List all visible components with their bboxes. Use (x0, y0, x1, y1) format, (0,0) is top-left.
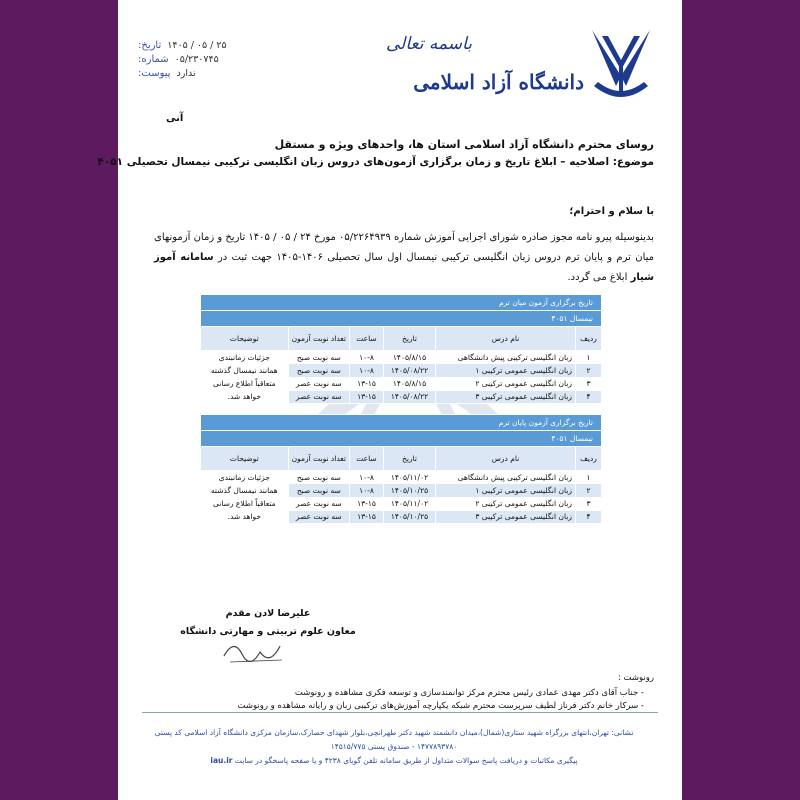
recipient-line: روسای محترم دانشگاه آزاد اسلامی استان ها، واحدهای ویژه و مستقل (274, 138, 654, 151)
cell-notes (201, 351, 289, 404)
cell-shifts: سه نوبت صبح (288, 364, 349, 377)
header-course: نام درس (436, 327, 576, 351)
cell-time: ۱۳-۱۵ (350, 510, 384, 523)
notes-line-3: متعاقباً اطلاع رسانی خواهد شد. (213, 379, 276, 401)
body-text-part1: بدینوسیله پیرو نامه مجوز صادره شورای اجرایی آموزش شماره ۰۵/۲۲۶۴۹۳۹ مورخ ۲۴ / ۰۵ / ۱۴۰۵ تاریخ و زمان آزمونهای میان ترم و پایان ترم دروس زبان انگلیسی ترکیبی نیمسال اول سال تحصیلی ۱۴۰۶-۱۴۰۵ جهت ثبت در (154, 232, 654, 263)
cell-time: ۱۳-۱۵ (350, 377, 384, 390)
table-row (201, 351, 602, 364)
cell-row-no: ۱ (576, 351, 602, 364)
cell-row-no: ۳ (576, 377, 602, 390)
header-shifts: تعداد نوبت آزمون (288, 327, 349, 351)
cell-course: زبان انگلیسی عمومی ترکیبی ۲ (436, 377, 576, 390)
urgency-label: آنی (166, 113, 184, 124)
cell-shifts: سه نوبت عصر (288, 377, 349, 390)
cell-notes (201, 471, 289, 524)
body-text-part2: ابلاغ می گردد. (567, 272, 628, 283)
cell-date: ۱۴۰۵/۰۸/۲۲ (384, 364, 436, 377)
header-date: تاریخ (384, 327, 436, 351)
letter-body (154, 228, 654, 288)
signature-icon (220, 636, 292, 670)
midterm-header-row (201, 327, 602, 351)
number-value: ۰۵/۲۳۰۷۴۵ (174, 53, 219, 65)
cell-row-no: ۳ (576, 497, 602, 510)
cell-row-no: ۲ (576, 484, 602, 497)
cell-date: ۱۴۰۵/۰۸/۲۲ (384, 390, 436, 403)
cell-time: ۱۰-۸ (350, 364, 384, 377)
date-label: تاریخ: (138, 39, 162, 51)
header-notes: توضیحات (201, 447, 289, 471)
cell-course: زبان انگلیسی عمومی ترکیبی ۱ (436, 484, 576, 497)
attachment-row (138, 66, 278, 80)
cell-shifts: سه نوبت صبح (288, 484, 349, 497)
university-name: دانشگاه آزاد اسلامی (413, 70, 584, 94)
university-emblem-icon (586, 26, 656, 108)
copies-section (134, 672, 654, 713)
header-row-no: ردیف (576, 327, 602, 351)
cell-date: ۱۴۰۵/۱۰/۲۵ (384, 510, 436, 523)
midterm-subcaption: نیمسال ۴۰۵۱ (201, 311, 602, 327)
final-header-row (201, 447, 602, 471)
header-time: ساعت (350, 327, 384, 351)
header-shifts: تعداد نوبت آزمون (288, 447, 349, 471)
number-row (138, 52, 278, 66)
cell-time: ۱۰-۸ (350, 484, 384, 497)
copy-item: - جناب آقای دکتر مهدی عمادی رئیس محترم مرکز توانمندسازی و توسعه فکری مشاهده و رونوشت (294, 688, 644, 698)
cell-shifts: سه نوبت صبح (288, 471, 349, 484)
cell-date: ۱۴۰۵/۱۱/۰۲ (384, 497, 436, 510)
cell-course: زبان انگلیسی عمومی ترکیبی ۳ (436, 390, 576, 403)
copy-item: - سرکار خانم دکتر فرناز لطیف سرپرست محترم شبکه یکپارچه آموزش‌های ترکیبی زبان و رایانه مشاهده و رونوشت (237, 701, 644, 711)
cell-shifts: سه نوبت عصر (288, 510, 349, 523)
copies-title: رونوشت : (617, 673, 654, 683)
cell-date: ۱۴۰۵/۱۰/۲۵ (384, 484, 436, 497)
cell-shifts: سه نوبت صبح (288, 351, 349, 364)
cell-course: زبان انگلیسی عمومی ترکیبی ۱ (436, 364, 576, 377)
footer-address: نشانی: تهران،انتهای بزرگراه شهید ستاری(شمال)،میدان دانشمند شهید دکتر طهرانچی،بلوار شهدای حصارک،سازمان مرکزی دانشگاه آزاد اسلامی کد پستی ۱۴۷۷۸۹۳۷۸۰ - صندوق پستی ۱۴۵۱۵/۷۷۵ (154, 728, 634, 751)
cell-course: زبان انگلیسی ترکیبی پیش دانشگاهی (436, 351, 576, 364)
letter-meta (138, 38, 278, 80)
midterm-table (200, 294, 602, 404)
letter-page (97, 0, 682, 800)
greeting-line: با سلام و احترام؛ (569, 206, 654, 217)
cell-course: زبان انگلیسی عمومی ترکیبی ۳ (436, 510, 576, 523)
cell-time: ۱۰-۸ (350, 471, 384, 484)
cell-row-no: ۲ (576, 364, 602, 377)
website-link[interactable]: iau.ir (210, 756, 233, 765)
cell-row-no: ۴ (576, 510, 602, 523)
final-caption: تاریخ برگزاری آزمون پایان ترم (201, 415, 602, 431)
number-label: شماره: (138, 53, 169, 65)
table-row (201, 471, 602, 484)
notes-line-2: همانند نیمسال گذشته (210, 486, 278, 495)
attachment-value: ندارد (176, 67, 196, 79)
cell-row-no: ۱ (576, 471, 602, 484)
cell-shifts: سه نوبت عصر (288, 497, 349, 510)
cell-time: ۱۳-۱۵ (350, 497, 384, 510)
attachment-label: پیوست: (138, 67, 171, 79)
footer-divider (142, 712, 658, 713)
header-notes: توضیحات (201, 327, 289, 351)
date-value: ۱۴۰۵ / ۰۵ / ۲۵ (167, 39, 227, 51)
footer-info (134, 754, 654, 768)
cell-time: ۱۰-۸ (350, 351, 384, 364)
notes-line-3: متعاقباً اطلاع رسانی خواهد شد. (213, 499, 276, 521)
signatory-name: علیرضا لادن مقدم (225, 608, 311, 619)
cell-date: ۱۴۰۵/۸/۱۵ (384, 377, 436, 390)
header-date: تاریخ (384, 447, 436, 471)
cell-course: زبان انگلیسی عمومی ترکیبی ۲ (436, 497, 576, 510)
cell-time: ۱۳-۱۵ (350, 390, 384, 403)
header-time: ساعت (350, 447, 384, 471)
final-exam-table (200, 414, 602, 524)
header-course: نام درس (436, 447, 576, 471)
cell-date: ۱۴۰۵/۱۱/۰۲ (384, 471, 436, 484)
cell-shifts: سه نوبت عصر (288, 390, 349, 403)
signatory-title: معاون علوم تربیتی و مهارتی دانشگاه (180, 626, 356, 637)
header-row-no: ردیف (576, 447, 602, 471)
date-row (138, 38, 278, 52)
body-text-bold: سامانه آموز شیار (154, 252, 654, 283)
letter-footer (134, 726, 654, 768)
cell-course: زبان انگلیسی ترکیبی پیش دانشگاهی (436, 471, 576, 484)
notes-line-1: جزئیات زمانبندی (218, 473, 270, 482)
final-subcaption: نیمسال ۴۰۵۱ (201, 431, 602, 447)
notes-line-2: همانند نیمسال گذشته (210, 366, 278, 375)
subject-line: موضوع: اصلاحیه – ابلاغ تاریخ و زمان برگزاری آزمون‌های دروس زبان انگلیسی ترکیبی نیمسال تحصیلی ۴۰۵۱ (97, 156, 654, 168)
footer-info-text: پیگیری مکاتبات و دریافت پاسخ سوالات متداول از طریق سامانه تلفن گویای ۴۲۳۸ و یا صفحه پاسخگو در سایت (234, 756, 578, 765)
cell-date: ۱۴۰۵/۸/۱۵ (384, 351, 436, 364)
midterm-caption: تاریخ برگزاری آزمون میان ترم (201, 295, 602, 311)
bismillah-heading: باسمه تعالی (386, 34, 472, 54)
notes-line-1: جزئیات زمانبندی (218, 353, 270, 362)
cell-row-no: ۴ (576, 390, 602, 403)
